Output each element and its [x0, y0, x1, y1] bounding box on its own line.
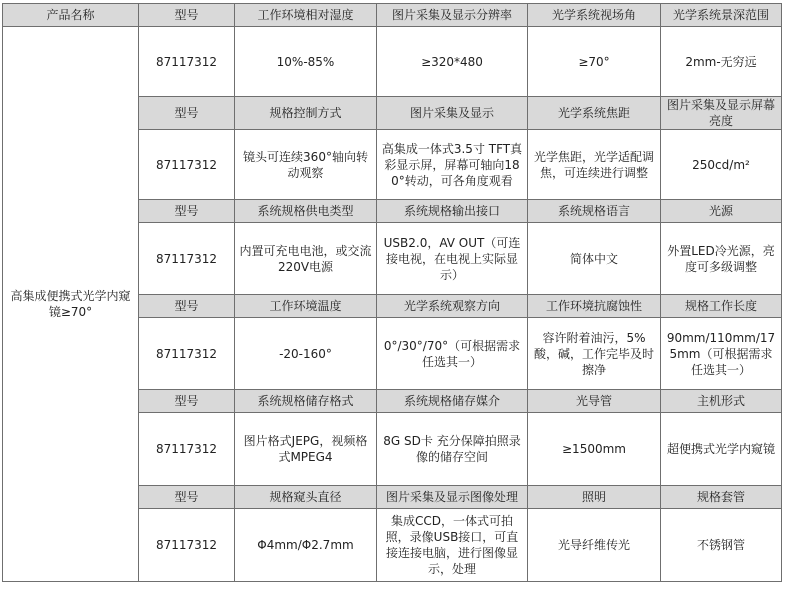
value-cell: 10%-85%	[235, 27, 377, 97]
header-cell: 规格工作长度	[661, 295, 782, 318]
header-cell: 规格套管	[661, 486, 782, 509]
header-cell: 图片采集及显示	[377, 97, 528, 130]
model-value-cell: 87117312	[139, 130, 235, 200]
value-cell: 不锈钢管	[661, 509, 782, 582]
value-cell: 高集成一体式3.5寸 TFT真彩显示屏，屏幕可轴向180°转动，可各角度观看	[377, 130, 528, 200]
header-cell: 系统规格输出接口	[377, 200, 528, 223]
header-cell-product-name: 产品名称	[3, 4, 139, 27]
header-cell: 光学系统视场角	[528, 4, 661, 27]
header-cell: 主机形式	[661, 390, 782, 413]
model-value-cell: 87117312	[139, 509, 235, 582]
model-value-cell: 87117312	[139, 27, 235, 97]
value-cell: 内置可充电电池，或交流220V电源	[235, 223, 377, 295]
model-value-cell: 87117312	[139, 318, 235, 390]
header-cell: 型号	[139, 200, 235, 223]
value-cell: 250cd/m²	[661, 130, 782, 200]
value-cell: 光学焦距，光学适配调焦，可连续进行调整	[528, 130, 661, 200]
value-cell: 光导纤维传光	[528, 509, 661, 582]
header-cell: 系统规格语言	[528, 200, 661, 223]
model-value-cell: 87117312	[139, 413, 235, 486]
value-row	[3, 27, 782, 97]
header-cell: 工作环境温度	[235, 295, 377, 318]
value-cell: 90mm/110mm/175mm（可根据需求任选其一）	[661, 318, 782, 390]
header-cell: 光导管	[528, 390, 661, 413]
value-cell: 外置LED冷光源，亮度可多级调整	[661, 223, 782, 295]
header-cell: 系统规格储存格式	[235, 390, 377, 413]
value-cell: ≥70°	[528, 27, 661, 97]
header-cell: 型号	[139, 97, 235, 130]
value-cell: 集成CCD，一体式可拍照，录像USB接口，可直接连接电脑，进行图像显示，处理	[377, 509, 528, 582]
header-cell: 图片采集及显示分辨率	[377, 4, 528, 27]
header-cell: 系统规格供电类型	[235, 200, 377, 223]
header-cell: 型号	[139, 390, 235, 413]
value-cell: ≥320*480	[377, 27, 528, 97]
value-cell: 图片格式JEPG，视频格式MPEG4	[235, 413, 377, 486]
value-cell: 0°/30°/70°（可根据需求任选其一）	[377, 318, 528, 390]
header-cell: 规格窥头直径	[235, 486, 377, 509]
header-cell: 光学系统景深范围	[661, 4, 782, 27]
value-cell: 容许附着油污，5%酸，碱，工作完毕及时擦净	[528, 318, 661, 390]
header-cell: 规格控制方式	[235, 97, 377, 130]
value-cell: Φ4mm/Φ2.7mm	[235, 509, 377, 582]
header-cell: 工作环境抗腐蚀性	[528, 295, 661, 318]
value-cell: USB2.0，AV OUT（可连接电视，在电视上实际显示）	[377, 223, 528, 295]
value-cell: 2mm-无穷远	[661, 27, 782, 97]
value-cell: 8G SD卡 充分保障拍照录像的储存空间	[377, 413, 528, 486]
value-cell: ≥1500mm	[528, 413, 661, 486]
header-cell: 光学系统焦距	[528, 97, 661, 130]
model-value-cell: 87117312	[139, 223, 235, 295]
header-cell: 型号	[139, 4, 235, 27]
spec-table	[2, 3, 782, 582]
value-cell: 超便携式光学内窥镜	[661, 413, 782, 486]
header-cell: 图片采集及显示屏幕亮度	[661, 97, 782, 130]
header-row	[3, 4, 782, 27]
value-cell: -20-160°	[235, 318, 377, 390]
header-cell: 光源	[661, 200, 782, 223]
header-cell: 工作环境相对湿度	[235, 4, 377, 27]
header-cell: 光学系统观察方向	[377, 295, 528, 318]
header-cell: 系统规格储存媒介	[377, 390, 528, 413]
header-cell: 型号	[139, 486, 235, 509]
header-cell: 照明	[528, 486, 661, 509]
product-name-cell: 高集成便携式光学内窥镜≥70°	[3, 27, 139, 582]
value-cell: 简体中文	[528, 223, 661, 295]
value-cell: 镜头可连续360°轴向转动观察	[235, 130, 377, 200]
header-cell: 型号	[139, 295, 235, 318]
header-cell: 图片采集及显示图像处理	[377, 486, 528, 509]
